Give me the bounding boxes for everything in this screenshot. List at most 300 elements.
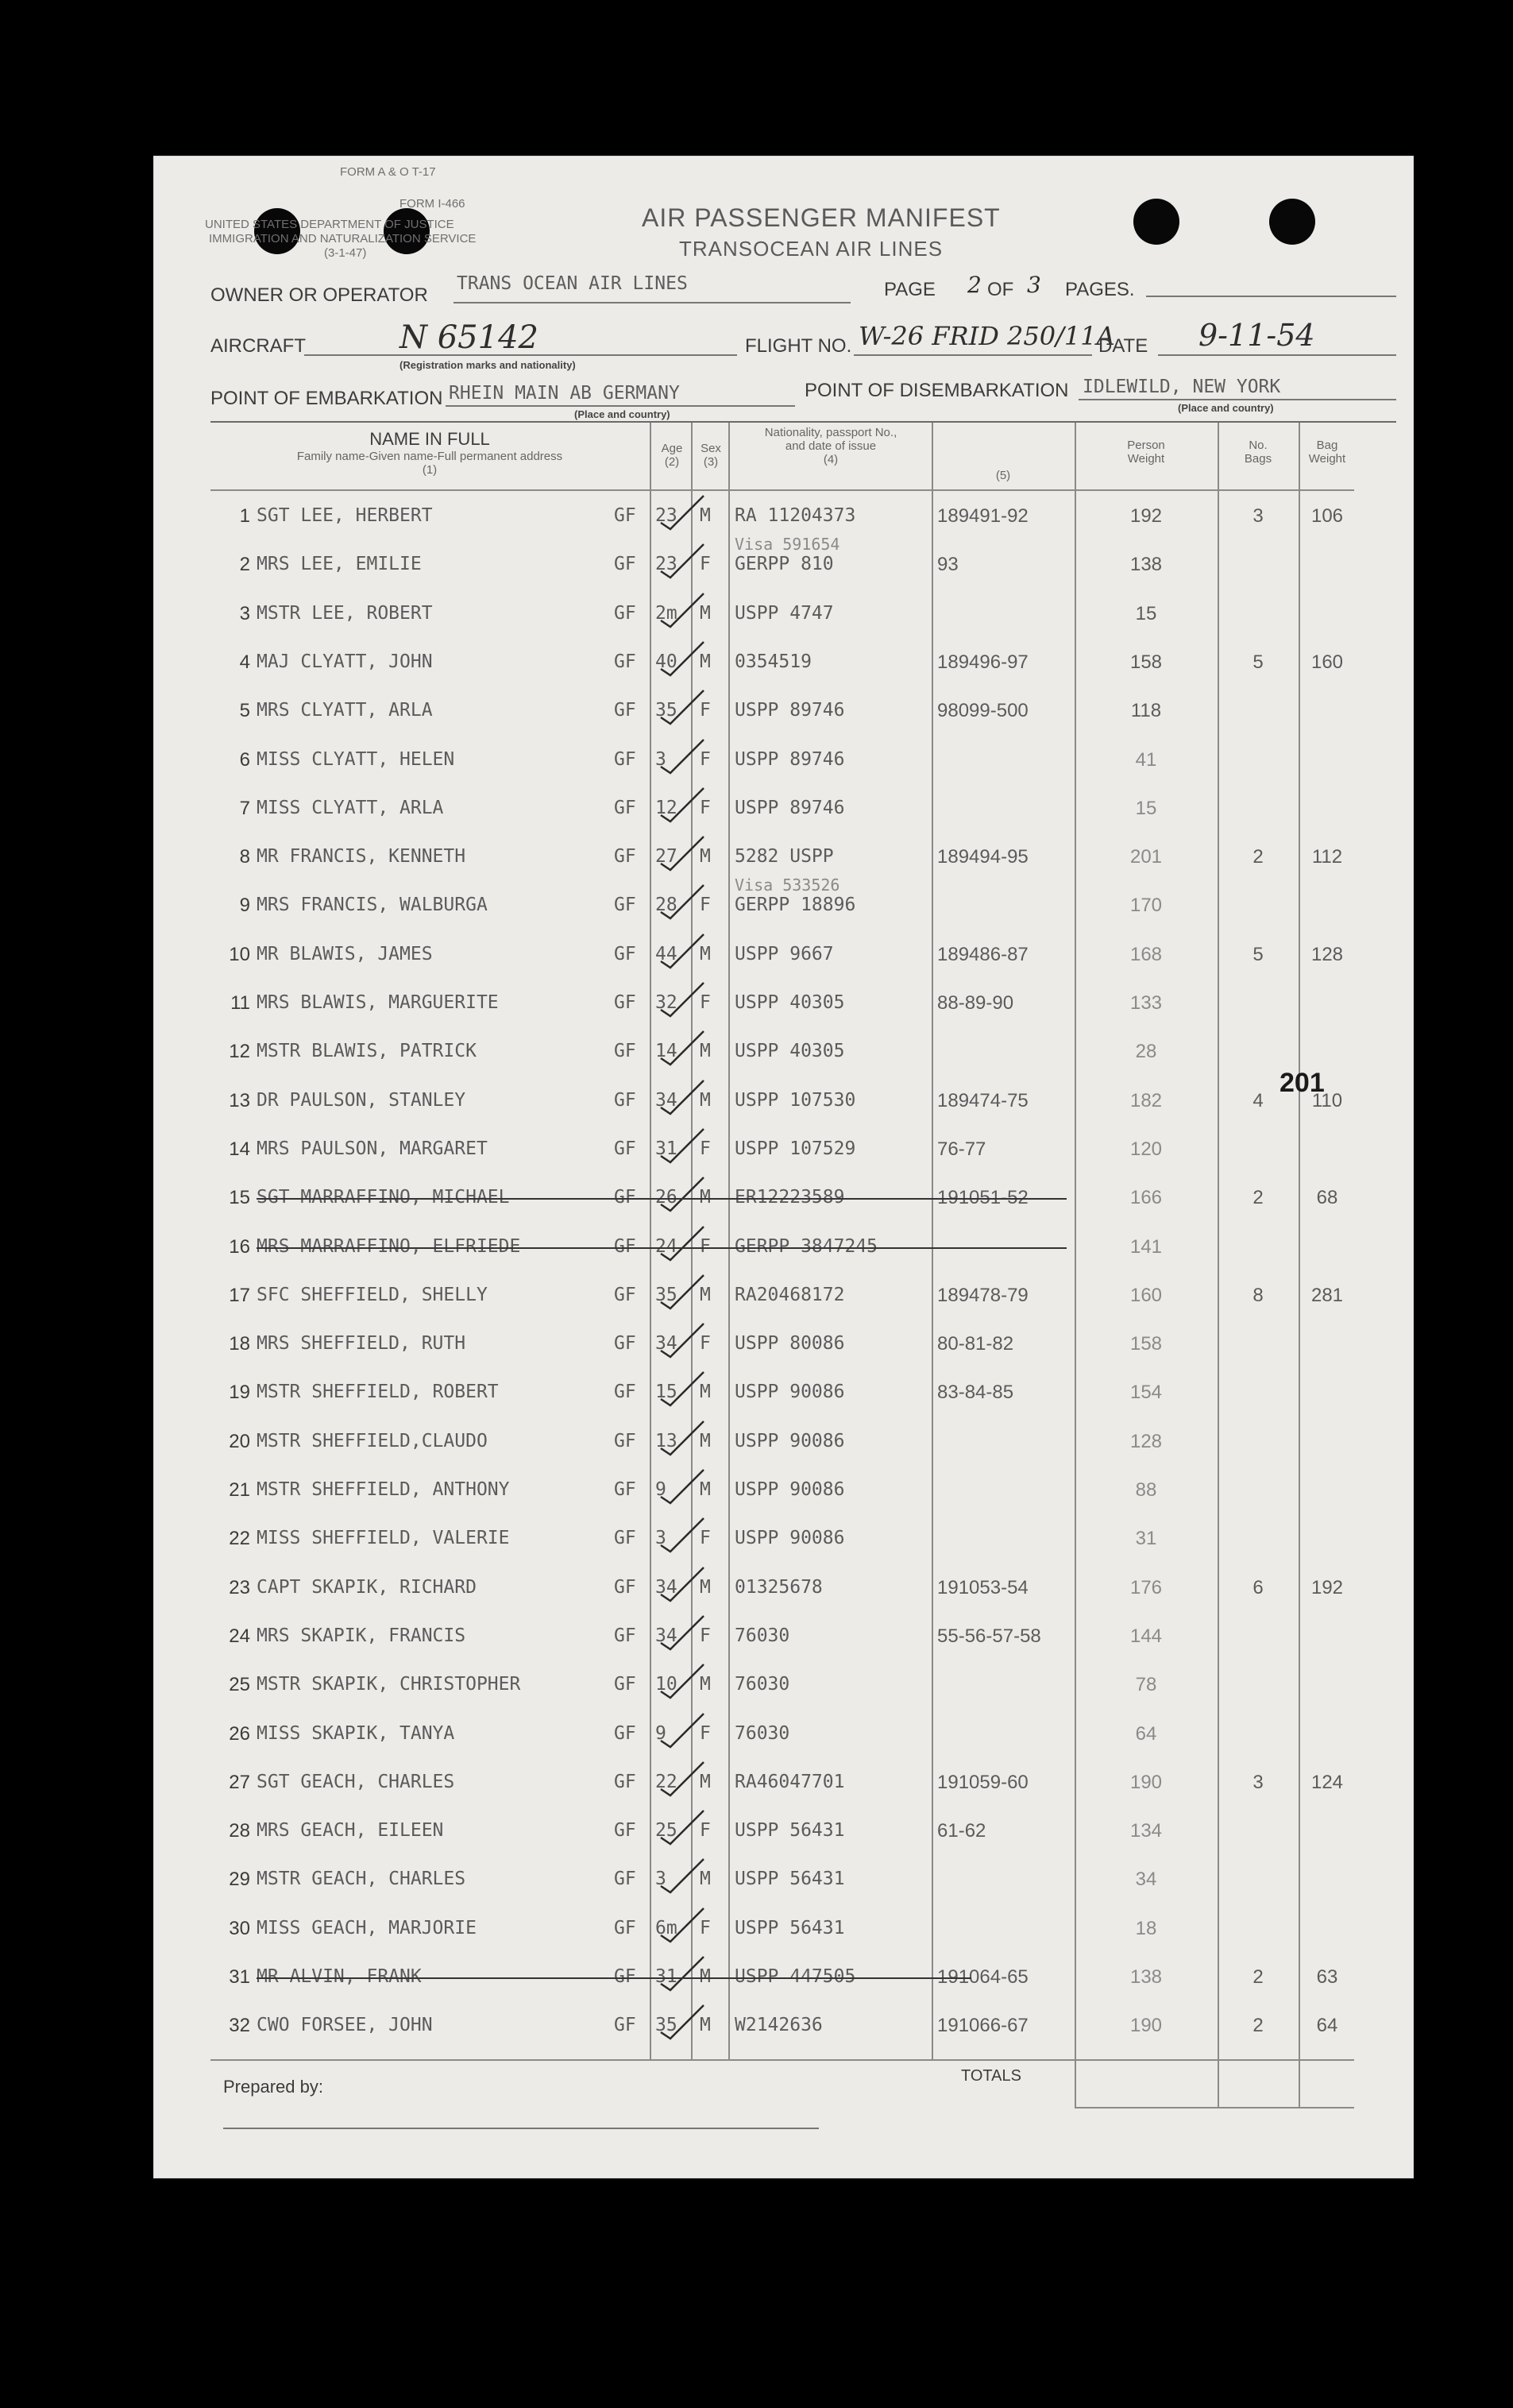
passenger-age: 22: [655, 1771, 677, 1792]
table-row: [210, 1513, 1354, 1562]
passenger-bag-weight: 160: [1310, 651, 1344, 673]
table-row: [210, 637, 1354, 686]
table-row: [210, 589, 1354, 637]
passenger-weight: 78: [1135, 1674, 1157, 1696]
of-value: 3: [1027, 272, 1041, 298]
passenger-bags: 3: [1252, 1771, 1264, 1793]
passenger-passport: GERPP 18896: [735, 895, 856, 916]
passenger-name: SGT LEE, HERBERT: [257, 505, 433, 526]
passenger-passport: USPP 4747: [735, 602, 834, 624]
passenger-name: MRS SHEFFIELD, RUTH: [257, 1333, 466, 1355]
check-mark-icon: [659, 687, 707, 727]
col-nat-title: Nationality, passport No., and date of issue: [764, 426, 897, 453]
check-mark-icon: [659, 1564, 707, 1604]
passenger-weight: 182: [1129, 1089, 1163, 1111]
col5-no: (5): [995, 469, 1011, 482]
passenger-passport: USPP 107530: [735, 1089, 856, 1111]
passenger-weight: 166: [1129, 1187, 1163, 1209]
passenger-age: 40: [655, 651, 677, 672]
passenger-sex: F: [700, 1235, 711, 1257]
passenger-weight: 160: [1129, 1284, 1163, 1306]
passenger-age: 35: [655, 1284, 677, 1305]
passenger-sex: F: [700, 748, 711, 770]
row-number: 17: [229, 1284, 250, 1306]
passenger-name: MISS CLYATT, HELEN: [257, 748, 455, 770]
passenger-name: SGT GEACH, CHARLES: [257, 1771, 455, 1792]
row-number: 28: [229, 1820, 250, 1842]
visa-note: Visa 533526: [735, 875, 840, 895]
passenger-passport: 76030: [735, 1625, 790, 1646]
passenger-ticket: 61-62: [937, 1820, 986, 1842]
passenger-address: GF: [614, 1089, 636, 1111]
passenger-bags: 2: [1252, 846, 1264, 868]
row-number: 10: [229, 943, 250, 965]
owner-underline: [454, 302, 851, 303]
visa-note: Visa 591654: [735, 535, 840, 555]
passenger-age: 12: [655, 797, 677, 818]
row-number: 31: [229, 1966, 250, 1988]
col-nat-header: [731, 426, 930, 466]
passenger-sex: F: [700, 554, 711, 575]
check-mark-icon: [659, 882, 707, 922]
passenger-address: GF: [614, 554, 636, 575]
passenger-address: GF: [614, 1869, 636, 1890]
row-number: 9: [239, 895, 250, 917]
pages-label: PAGES.: [1065, 279, 1135, 300]
passenger-passport: W2142636: [735, 2015, 823, 2036]
passenger-name: MSTR SKAPIK, CHRISTOPHER: [257, 1674, 521, 1695]
passenger-weight: 15: [1135, 602, 1157, 624]
row-number: 1: [239, 505, 250, 527]
form-title: AIR PASSENGER MANIFEST: [642, 203, 1001, 232]
passenger-passport: USPP 447505: [735, 1966, 856, 1987]
row-number: 14: [229, 1138, 250, 1160]
passenger-weight: 168: [1129, 943, 1163, 965]
table-row: [210, 875, 1354, 929]
check-mark-icon: [659, 1077, 707, 1117]
table-row: [210, 1757, 1354, 1806]
passenger-address: GF: [614, 1235, 636, 1257]
passenger-name: MSTR BLAWIS, PATRICK: [257, 1041, 477, 1062]
col-age-header: [652, 442, 692, 469]
passenger-address: GF: [614, 1528, 636, 1549]
passenger-passport: 0354519: [735, 651, 812, 672]
passenger-passport: USPP 56431: [735, 1869, 845, 1890]
passenger-address: GF: [614, 1674, 636, 1695]
passenger-ticket: 191051-52: [937, 1187, 1029, 1209]
table-row: [210, 783, 1354, 832]
table-row: [210, 1367, 1354, 1416]
prepared-by-line: [223, 2128, 819, 2129]
row-number: 24: [229, 1625, 250, 1647]
passenger-sex: M: [700, 1674, 711, 1695]
table-row: [210, 1319, 1354, 1367]
passenger-sex: F: [700, 1333, 711, 1355]
check-mark-icon: [659, 541, 707, 581]
owner-label: OWNER OR OPERATOR: [210, 284, 428, 306]
aircraft-label: AIRCRAFT: [210, 335, 306, 357]
passenger-passport: ER12223589: [735, 1187, 845, 1208]
passenger-sex: F: [700, 1722, 711, 1744]
table-row: [210, 1709, 1354, 1757]
col-name-title: NAME IN FULL: [369, 429, 490, 449]
punch-hole-right-1: [1133, 199, 1179, 245]
form-number: FORM I-466: [399, 197, 465, 211]
passenger-weight: 34: [1135, 1869, 1157, 1891]
table-row: [210, 2000, 1354, 2049]
passenger-name: SGT MARRAFFINO, MICHAEL: [257, 1187, 510, 1208]
check-mark-icon: [659, 493, 707, 532]
table-row: [210, 1270, 1354, 1319]
owner-value: TRANS OCEAN AIR LINES: [457, 273, 688, 294]
passenger-bag-weight: 128: [1310, 943, 1344, 965]
passenger-age: 3: [655, 748, 666, 770]
passenger-passport: 5282 USPP: [735, 846, 834, 868]
table-row: [210, 1806, 1354, 1854]
stamp-201: 201: [1279, 1068, 1325, 1098]
passenger-address: GF: [614, 1041, 636, 1062]
passenger-sex: M: [700, 1089, 711, 1111]
passenger-bags: 2: [1252, 1966, 1264, 1988]
passenger-ticket: 189474-75: [937, 1089, 1029, 1111]
passenger-address: GF: [614, 1138, 636, 1159]
check-mark-icon: [659, 2002, 707, 2042]
totals-label: TOTALS: [961, 2067, 1021, 2085]
passenger-sex: M: [700, 505, 711, 526]
passenger-address: GF: [614, 1430, 636, 1451]
disembark-label: POINT OF DISEMBARKATION: [805, 380, 1069, 401]
date-value: 9-11-54: [1198, 318, 1315, 353]
passenger-name: MSTR SHEFFIELD, ROBERT: [257, 1382, 499, 1403]
col-sex-header: [693, 442, 728, 469]
check-mark-icon: [659, 1613, 707, 1652]
passenger-age: 34: [655, 1089, 677, 1111]
table-row: [210, 1076, 1354, 1124]
passenger-bags: 2: [1252, 2015, 1264, 2037]
passenger-ticket: 83-84-85: [937, 1382, 1014, 1404]
passenger-age: 34: [655, 1625, 677, 1646]
check-mark-icon: [659, 1272, 707, 1312]
passenger-name: CAPT SKAPIK, RICHARD: [257, 1576, 477, 1598]
passenger-name: CWO FORSEE, JOHN: [257, 2015, 433, 2036]
col-name-sub: Family name-Given name-Full permanent address: [296, 450, 563, 463]
passenger-ticket: 189486-87: [937, 943, 1029, 965]
passenger-name: MR FRANCIS, KENNETH: [257, 846, 466, 868]
col-nat-no: (4): [823, 453, 839, 466]
passenger-age: 24: [655, 1235, 677, 1257]
row-number: 19: [229, 1382, 250, 1404]
passenger-weight: 190: [1129, 2015, 1163, 2037]
passenger-name: MRS FRANCIS, WALBURGA: [257, 895, 488, 916]
agency-line-3: (3-1-47): [324, 246, 367, 260]
row-number: 11: [230, 992, 250, 1014]
passenger-address: GF: [614, 700, 636, 721]
passenger-ticket: 191066-67: [937, 2015, 1029, 2037]
passenger-address: GF: [614, 1722, 636, 1744]
passenger-address: GF: [614, 651, 636, 672]
passenger-sex: F: [700, 1528, 711, 1549]
table-bottom-rule: [210, 2059, 1354, 2061]
passenger-weight: 18: [1135, 1917, 1157, 1939]
passenger-bag-weight: 106: [1310, 505, 1344, 527]
passenger-name: MRS SKAPIK, FRANCIS: [257, 1625, 466, 1646]
table-row: [210, 1904, 1354, 1952]
passenger-age: 44: [655, 943, 677, 964]
flight-label: FLIGHT NO.: [745, 335, 852, 357]
row-number: 7: [239, 797, 250, 819]
passenger-sex: M: [700, 1869, 711, 1890]
passenger-address: GF: [614, 846, 636, 868]
check-mark-icon: [659, 1954, 707, 1993]
passenger-ticket: 189496-97: [937, 651, 1029, 673]
check-mark-icon: [659, 736, 707, 776]
totals-rule: [1075, 2107, 1354, 2108]
table-row: [210, 686, 1354, 734]
aircraft-value: N 65142: [399, 319, 538, 356]
passenger-passport: USPP 40305: [735, 992, 845, 1013]
passenger-sex: M: [700, 602, 711, 624]
col-bags-title: No. Bags: [1244, 439, 1272, 466]
passenger-bag-weight: 63: [1316, 1966, 1338, 1988]
passenger-age: 35: [655, 700, 677, 721]
passenger-address: GF: [614, 1820, 636, 1842]
passenger-address: GF: [614, 797, 636, 818]
passenger-weight: 120: [1129, 1138, 1163, 1160]
passenger-address: GF: [614, 1284, 636, 1305]
table-row: [210, 1660, 1354, 1708]
passenger-sex: M: [700, 1771, 711, 1792]
passenger-sex: M: [700, 846, 711, 868]
passenger-ticket: 55-56-57-58: [937, 1625, 1041, 1647]
passenger-address: GF: [614, 1966, 636, 1987]
passenger-ticket: 191059-60: [937, 1771, 1029, 1793]
passenger-passport: USPP 90086: [735, 1382, 845, 1403]
table-row: [210, 1417, 1354, 1465]
form-subtitle: TRANSOCEAN AIR LINES: [679, 237, 944, 261]
col-name-header: [210, 429, 649, 477]
passenger-name: MRS GEACH, EILEEN: [257, 1820, 444, 1842]
check-mark-icon: [659, 1807, 707, 1847]
row-number: 4: [239, 651, 250, 673]
agency-line-2: IMMIGRATION AND NATURALIZATION SERVICE: [209, 232, 477, 245]
row-number: 32: [229, 2015, 250, 2037]
passenger-name: MSTR GEACH, CHARLES: [257, 1869, 466, 1890]
passenger-address: GF: [614, 2015, 636, 2036]
passenger-sex: M: [700, 1966, 711, 1987]
check-mark-icon: [659, 1905, 707, 1945]
passenger-weight: 158: [1129, 1333, 1163, 1355]
col-age-title: Age: [661, 442, 683, 455]
passenger-passport: USPP 107529: [735, 1138, 856, 1159]
passenger-ticket: 191064-65: [937, 1966, 1029, 1988]
disembark-underline: [1079, 399, 1396, 400]
passenger-address: GF: [614, 1382, 636, 1403]
passenger-ticket: 80-81-82: [937, 1333, 1014, 1355]
passenger-weight: 158: [1129, 651, 1163, 673]
passenger-name: MRS BLAWIS, MARGUERITE: [257, 992, 499, 1013]
passenger-age: 32: [655, 992, 677, 1013]
passenger-age: 34: [655, 1576, 677, 1598]
row-number: 3: [239, 602, 250, 624]
row-number: 16: [229, 1235, 250, 1258]
check-mark-icon: [659, 1759, 707, 1799]
passenger-age: 35: [655, 2015, 677, 2036]
aircraft-sub: (Registration marks and nationality): [399, 359, 576, 371]
check-mark-icon: [659, 1028, 707, 1068]
passenger-sex: M: [700, 1576, 711, 1598]
passenger-sex: F: [700, 992, 711, 1013]
passenger-weight: 170: [1129, 895, 1163, 917]
punch-hole-right-2: [1269, 199, 1315, 245]
passenger-address: GF: [614, 1917, 636, 1938]
passenger-sex: F: [700, 1917, 711, 1938]
passenger-passport: USPP 89746: [735, 797, 845, 818]
table-row: [210, 1173, 1354, 1221]
passenger-passport: USPP 80086: [735, 1333, 845, 1355]
passenger-age: 9: [655, 1479, 666, 1500]
row-number: 5: [239, 700, 250, 722]
table-row: [210, 735, 1354, 783]
disembark-sub: (Place and country): [1178, 402, 1274, 414]
row-number: 30: [229, 1917, 250, 1939]
aircraft-underline: [304, 354, 737, 356]
passenger-passport: USPP 40305: [735, 1041, 845, 1062]
check-mark-icon: [659, 785, 707, 825]
passenger-ticket: 76-77: [937, 1138, 986, 1160]
strike-through-line: [257, 1247, 1067, 1249]
passenger-table: [210, 423, 1354, 2274]
check-mark-icon: [659, 1126, 707, 1165]
passenger-sex: F: [700, 1138, 711, 1159]
passenger-sex: M: [700, 651, 711, 672]
passenger-name: MSTR SHEFFIELD,CLAUDO: [257, 1430, 488, 1451]
passenger-age: 31: [655, 1966, 677, 1987]
passenger-name: MISS GEACH, MARJORIE: [257, 1917, 477, 1938]
disembark-value: IDLEWILD, NEW YORK: [1083, 377, 1281, 397]
table-row: [210, 930, 1354, 978]
check-mark-icon: [659, 1467, 707, 1506]
prepared-by-label: Prepared by:: [223, 2077, 323, 2097]
table-row: [210, 1124, 1354, 1173]
passenger-sex: M: [700, 1430, 711, 1451]
passenger-bag-weight: 110: [1311, 1089, 1343, 1111]
passenger-name: MRS LEE, EMILIE: [257, 554, 422, 575]
passenger-weight: 41: [1135, 748, 1157, 771]
passenger-passport: USPP 9667: [735, 943, 834, 964]
date-underline: [1158, 354, 1396, 356]
passenger-address: GF: [614, 1187, 636, 1208]
passenger-address: GF: [614, 895, 636, 916]
row-number: 23: [229, 1576, 250, 1598]
passenger-address: GF: [614, 1333, 636, 1355]
passenger-passport: USPP 56431: [735, 1917, 845, 1938]
col-bagweight-title: Bag Weight: [1308, 439, 1346, 466]
passenger-bag-weight: 64: [1316, 2015, 1338, 2037]
check-mark-icon: [659, 980, 707, 1019]
passenger-passport: USPP 90086: [735, 1430, 845, 1451]
row-number: 29: [229, 1869, 250, 1891]
passenger-weight: 88: [1135, 1479, 1157, 1501]
passenger-passport: USPP 56431: [735, 1820, 845, 1842]
table-row: [210, 1611, 1354, 1660]
passenger-sex: M: [700, 1382, 711, 1403]
row-number: 26: [229, 1722, 250, 1745]
check-mark-icon: [659, 833, 707, 873]
passenger-sex: F: [700, 700, 711, 721]
passenger-weight: 141: [1129, 1235, 1163, 1258]
passenger-weight: 31: [1135, 1528, 1157, 1550]
row-number: 27: [229, 1771, 250, 1793]
check-mark-icon: [659, 1710, 707, 1750]
passenger-bags: 8: [1252, 1284, 1264, 1306]
col-sex-no: (3): [703, 455, 719, 469]
manifest-sheet: [153, 156, 1414, 2178]
passenger-age: 13: [655, 1430, 677, 1451]
passenger-weight: 64: [1135, 1722, 1157, 1745]
table-row: [210, 1026, 1354, 1075]
check-mark-icon: [659, 1369, 707, 1409]
table-row: [210, 1563, 1354, 1611]
passenger-weight: 118: [1130, 700, 1162, 722]
table-row: [210, 491, 1354, 539]
passenger-name: MRS CLYATT, ARLA: [257, 700, 433, 721]
column-header-row: [210, 423, 1354, 488]
row-number: 21: [229, 1479, 250, 1501]
check-mark-icon: [659, 590, 707, 630]
passenger-age: 15: [655, 1382, 677, 1403]
passenger-weight: 128: [1129, 1430, 1163, 1452]
form-number-top: FORM A & O T-17: [340, 165, 436, 179]
passenger-weight: 133: [1129, 992, 1163, 1014]
embark-value: RHEIN MAIN AB GERMANY: [449, 383, 680, 404]
row-number: 6: [239, 748, 250, 771]
passenger-address: GF: [614, 943, 636, 964]
passenger-address: GF: [614, 1479, 636, 1500]
passenger-age: 3: [655, 1528, 666, 1549]
passenger-address: GF: [614, 1625, 636, 1646]
passenger-ticket: 189491-92: [937, 505, 1029, 527]
passenger-sex: M: [700, 1284, 711, 1305]
check-mark-icon: [659, 1661, 707, 1701]
passenger-age: 23: [655, 505, 677, 526]
passenger-sex: F: [700, 895, 711, 916]
passenger-age: 6m: [655, 1917, 677, 1938]
passenger-name: DR PAULSON, STANLEY: [257, 1089, 466, 1111]
passenger-sex: F: [700, 1820, 711, 1842]
passenger-sex: M: [700, 1479, 711, 1500]
passenger-address: GF: [614, 992, 636, 1013]
passenger-weight: 138: [1129, 1966, 1163, 1988]
passenger-bags: 5: [1252, 943, 1264, 965]
passenger-weight: 201: [1129, 846, 1163, 868]
passenger-weight: 176: [1129, 1576, 1163, 1598]
passenger-name: MSTR SHEFFIELD, ANTHONY: [257, 1479, 510, 1500]
passenger-passport: GERPP 810: [735, 554, 834, 575]
passenger-bags: 3: [1252, 505, 1264, 527]
table-row: [210, 1854, 1354, 1903]
passenger-name: MRS PAULSON, MARGARET: [257, 1138, 488, 1159]
passenger-age: 23: [655, 554, 677, 575]
col-age-no: (2): [664, 455, 680, 469]
row-number: 13: [229, 1089, 250, 1111]
strike-through-line: [257, 1198, 1067, 1200]
passenger-name: MAJ CLYATT, JOHN: [257, 651, 433, 672]
col-bagweight-header: [1300, 439, 1354, 466]
passenger-age: 34: [655, 1333, 677, 1355]
passenger-ticket: 98099-500: [937, 700, 1029, 722]
passenger-age: 25: [655, 1820, 677, 1842]
passenger-passport: RA 11204373: [735, 505, 856, 526]
